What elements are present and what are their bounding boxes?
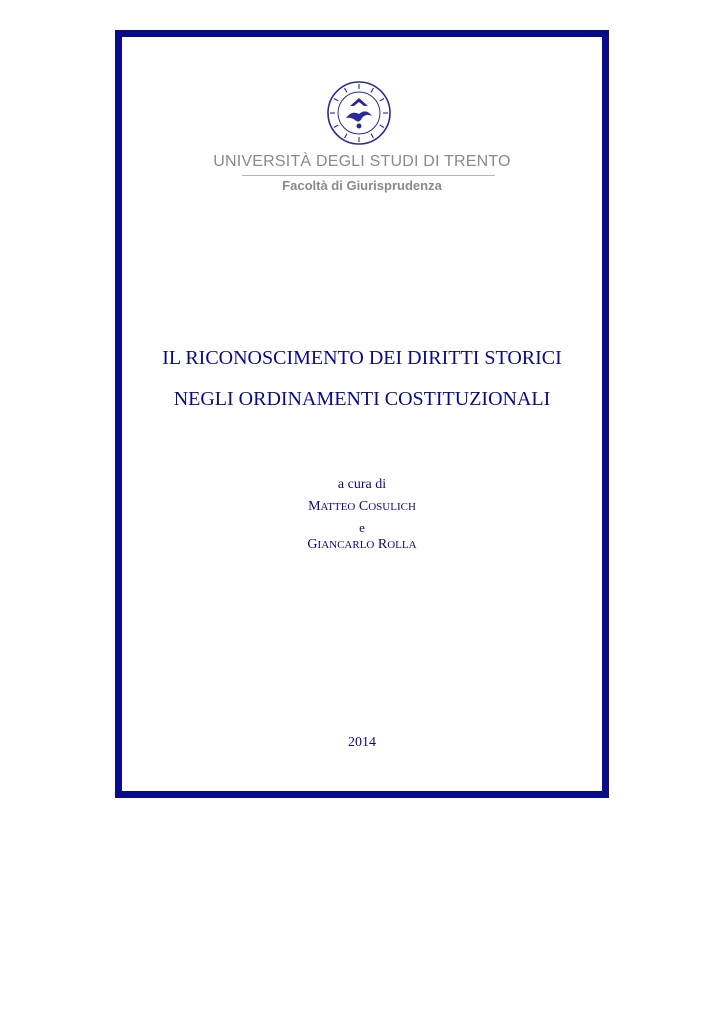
editor-2-first-rest: IANCARLO (317, 539, 375, 551)
editor-conjunction: e (359, 520, 365, 535)
edited-by-label: a cura di (337, 477, 387, 492)
university-name: UNIVERSITÀ DEGLI STUDI DI TRENTO (213, 153, 511, 170)
editor-1-first-initial: M (308, 499, 321, 514)
editor-1-first-rest: ATTEO (320, 501, 356, 513)
editor-2-last-initial: R (377, 537, 388, 552)
editor-1-last-rest: OSULICH (368, 501, 416, 513)
title-line-2: NEGLI ORDINAMENTI COSTITUZIONALI (173, 388, 551, 410)
title-line-1: IL RICONOSCIMENTO DEI DIRITTI STORICI (162, 347, 562, 369)
logo-divider (242, 175, 495, 176)
editor-1-last-initial: C (358, 499, 369, 514)
editor-2-last-rest: OLLA (387, 539, 417, 551)
faculty-name: Facoltà di Giurisprudenza (282, 178, 442, 193)
university-seal-icon (326, 80, 392, 146)
editor-2-first-initial: G (307, 537, 318, 552)
cover-frame (115, 30, 609, 798)
publication-year: 2014 (348, 735, 376, 750)
editor-1 (122, 499, 602, 515)
editor-2 (122, 537, 602, 553)
